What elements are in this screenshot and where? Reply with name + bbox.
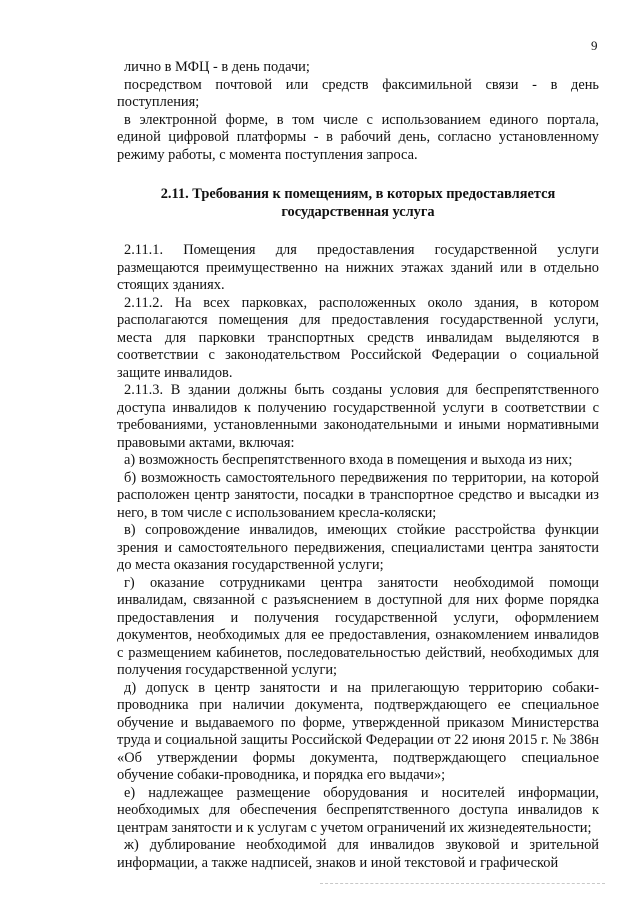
page-number: 9	[591, 38, 598, 53]
list-item-a: а) возможность беспрепятственного входа в помещения и выхода из них;	[124, 452, 573, 468]
document-body	[117, 59, 599, 872]
list-item-g: г) оказание сотрудниками центра занятости необходимой помощи инвалидам, связанной с разъяснением в доступной для них форме порядка предоставления и получения государственной услуги, оформлением документов, необходимых для ее предоставления, ознакомлением инвалидов с размещением кабинетов, последовательностью действий, необходимых для получения государственной услуги;	[117, 574, 599, 678]
list-item-d: д) допуск в центр занятости и на прилегающую территорию собаки-проводника при наличии документа, подтверждающего ее специальное обучение и выдаваемого по форме, утвержденной приказом Министерства труда и социальной защиты Российской Федерации от 22 июня 2015 г. № 386н «Об утверждении формы документа, подтверждающего специальное обучение собаки-проводника, и порядка его выдачи»;	[117, 679, 600, 783]
section-heading: 2.11. Требования к помещениям, в которых предоставляется государственная услуга	[160, 186, 556, 220]
intro-item-electronic: в электронной форме, в том числе с использованием единого портала, единой цифровой платформы - в рабочий день, согласно установленному режиму работы, с момента поступления запроса.	[117, 111, 599, 163]
list-item-zh: ж) дублирование необходимой для инвалидов звуковой и зрительной информации, а также надписей, знаков и иной текстовой и графической	[117, 837, 599, 871]
list-item-b: б) возможность самостоятельного передвижения по территории, на которой расположен центр занятости, посадки в транспортное средство и высадки из него, в том числе с использованием кресла-коляски;	[117, 469, 599, 521]
scan-artifact-line	[320, 883, 605, 884]
intro-item-in-person: лично в МФЦ - в день подачи;	[124, 59, 310, 75]
paragraph-2-11-2: 2.11.2. На всех парковках, расположенных около здания, в котором располагаются помещения для предоставления государственной услуги, места для парковки транспортных средств инвалидам выделяются в соответствии с законодательством Российской Федерации о социальной защите инвалидов.	[117, 294, 599, 381]
paragraph-2-11-3: 2.11.3. В здании должны быть созданы условия для беспрепятственного доступа инвалидов к получению государственной услуги в соответствии с требованиями, установленными законодательными и иными нормативными правовыми актами, включая:	[117, 382, 599, 451]
list-item-v: в) сопровождение инвалидов, имеющих стойкие расстройства функции зрения и самостоятельного передвижения, специалистами центра занятости до места оказания государственной услуги;	[117, 522, 599, 573]
paragraph-2-11-1: 2.11.1. Помещения для предоставления государственной услуги размещаются преимущественно на нижних этажах зданий или в отдельно стоящих зданиях.	[117, 242, 599, 293]
intro-item-post-fax: посредством почтовой или средств факсимильной связи - в день поступления;	[117, 76, 599, 110]
list-item-e: е) надлежащее размещение оборудования и носителей информации, необходимых для обеспечения беспрепятственного доступа инвалидов к центрам занятости и к услугам с учетом ограничений их жизнедеятельности;	[117, 784, 599, 836]
